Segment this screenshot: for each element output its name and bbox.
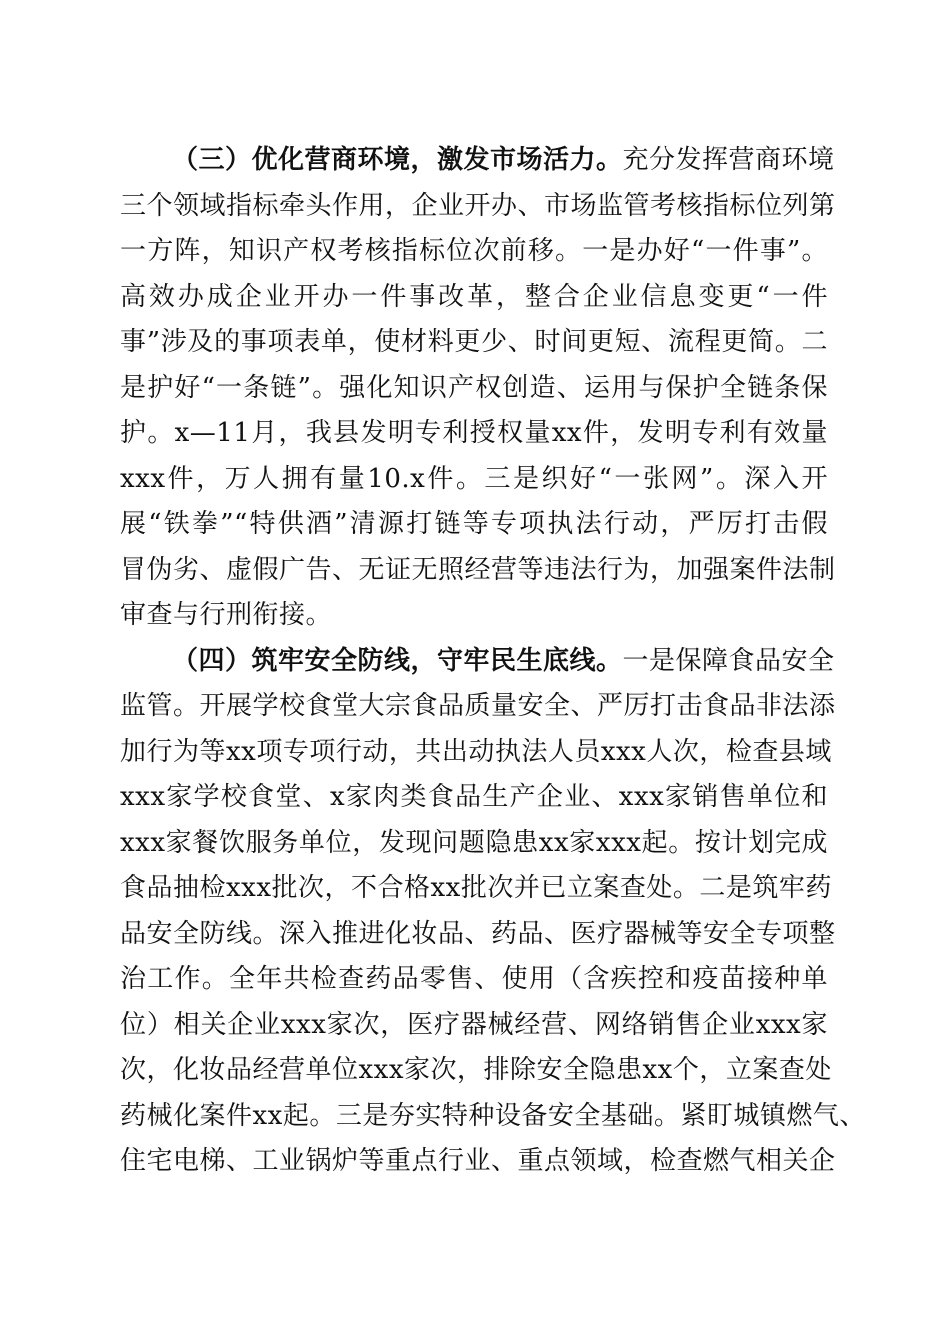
paragraph-3-line-7: 护。x—11月，我县发明专利授权量xx件，发明专利有效量 — [120, 418, 828, 448]
document-body — [120, 138, 866, 1185]
paragraph-3-line-11: 审查与行刑衔接。 — [120, 600, 333, 630]
paragraph-3-line-2: 三个领域指标牵头作用，企业开办、市场监管考核指标位列第 — [120, 190, 836, 221]
paragraph-4-line-6: 食品抽检xxx批次，不合格xx批次并已立案查处。二是筑牢药 — [120, 873, 832, 903]
paragraph-3-line-8: xxx件，万人拥有量10.x件。三是织好“一张网”。深入开 — [120, 463, 828, 494]
paragraph-4-line-2: 监管。开展学校食堂大宗食品质量安全、严厉打击食品非法添 — [120, 691, 836, 721]
paragraph-4-line-3: 加行为等xx项专项行动，共出动执法人员xxx人次，检查县域 — [120, 736, 832, 767]
paragraph-4-line-7: 品安全防线。深入推进化妆品、药品、医疗器械等安全专项整 — [120, 918, 836, 949]
paragraph-3-line-4: 高效办成企业开办一件事改革，整合企业信息变更“一件 — [120, 281, 828, 312]
paragraph-4-line-9: 位）相关企业xxx家次，医疗器械经营、网络销售企业xxx家 — [120, 1009, 828, 1040]
paragraph-4-line-1 — [120, 639, 835, 685]
paragraph-3-line-5: 事”涉及的事项表单，使材料更少、时间更短、流程更简。二 — [120, 327, 828, 357]
paragraph-4-text: 一是保障食品安全 — [622, 645, 835, 676]
paragraph-3-line-6: 是护好“一条链”。强化知识产权创造、运用与保护全链条保 — [120, 372, 828, 403]
paragraph-3-line-3: 一方阵，知识产权考核指标位次前移。一是办好“一件事”。 — [120, 236, 828, 266]
paragraph-4-line-4: xxx家学校食堂、x家肉类食品生产企业、xxx家销售单位和 — [120, 782, 828, 812]
paragraph-3-text: 充分发挥营商环境 — [622, 145, 835, 175]
paragraph-4-line-11: 药械化案件xx起。三是夯实特种设备安全基础。紧盯城镇燃气、 — [120, 1100, 866, 1131]
paragraph-3-line-10: 冒伪劣、虚假广告、无证无照经营等违法行为，加强案件法制 — [120, 554, 836, 585]
paragraph-4-line-8: 治工作。全年共检查药品零售、使用（含疾控和疫苗接种单 — [120, 964, 828, 994]
paragraph-3-line-9: 展“铁拳”“特供酒”清源打链等专项执法行动，严厉打击假 — [120, 509, 828, 539]
paragraph-3-line-1 — [120, 138, 835, 184]
paragraph-4-line-10: 次，化妆品经营单位xxx家次，排除安全隐患xx个，立案查处 — [120, 1055, 832, 1085]
paragraph-4-line-5: xxx家餐饮服务单位，发现问题隐患xx家xxx起。按计划完成 — [120, 827, 828, 858]
paragraph-4-heading: （四）筑牢安全防线，守牢民生底线。 — [172, 645, 623, 676]
paragraph-3-heading: （三）优化营商环境，激发市场活力。 — [172, 145, 623, 175]
paragraph-4-line-12: 住宅电梯、工业锅炉等重点行业、重点领域，检查燃气相关企 — [120, 1146, 836, 1176]
